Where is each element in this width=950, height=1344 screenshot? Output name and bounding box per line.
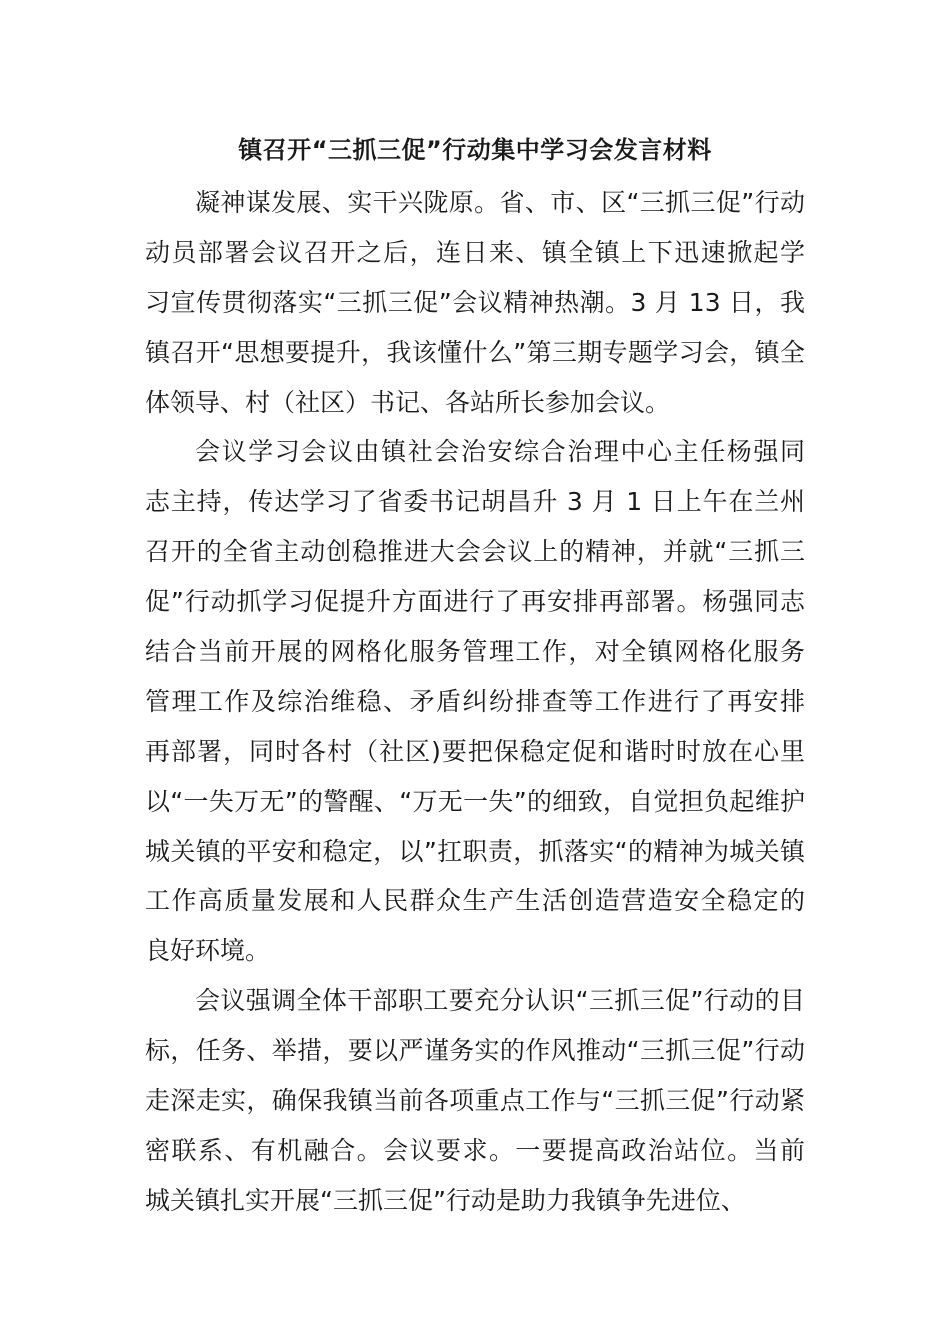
paragraph-3-line-4: 密联系、有机融合。会议要求。一要提高政治站位。当前 (145, 1135, 805, 1165)
paragraph-1-line-4: 镇召开“思想要提升，我该懂什么”第三期专题学习会，镇全 (145, 337, 805, 367)
paragraph-2-line-6: 管理工作及综治维稳、矛盾纠纷排查等工作进行了再安排 (145, 686, 805, 716)
paragraph-3-line-1: 会议强调全体干部职工要充分认识“三抓三促”行动的目 (195, 986, 805, 1016)
paragraph-1-line-1: 凝神谋发展、实干兴陇原。省、市、区“三抓三促”行动 (195, 188, 805, 217)
paragraph-3-line-3: 走深走实，确保我镇当前各项重点工作与“三抓三促”行动紧 (145, 1086, 805, 1116)
paragraph-2-line-2: 志主持，传达学习了省委书记胡昌升 3 月 1 日上午在兰州 (145, 487, 805, 517)
paragraph-2-line-4: 促”行动抓学习促提升方面进行了再安排再部署。杨强同志 (145, 587, 805, 617)
paragraph-2-line-10: 工作高质量发展和人民群众生产生活创造营造安全稳定的 (145, 886, 805, 916)
paragraph-2-line-7: 再部署，同时各村（社区)要把保稳定促和谐时时放在心里 (145, 736, 805, 766)
paragraph-3-line-2: 标，任务、举措，要以严谨务实的作风推动“三抓三促”行动 (145, 1036, 805, 1066)
paragraph-2-line-9: 城关镇的平安和稳定，以”扛职责，抓落实“的精神为城关镇 (145, 836, 805, 866)
paragraph-3-line-5: 城关镇扎实开展“三抓三促”行动是助力我镇争先进位、 (145, 1185, 746, 1215)
paragraph-2-line-11: 良好环境。 (145, 936, 271, 966)
paragraph-1-line-2: 动员部署会议召开之后，连日来、镇全镇上下迅速掀起学 (145, 237, 805, 267)
paragraph-1-line-3: 习宣传贯彻落实“三抓三促”会议精神热潮。3 月 13 日，我 (145, 287, 805, 317)
paragraph-2-line-1: 会议学习会议由镇社会治安综合治理中心主任杨强同 (195, 437, 805, 467)
document-body (145, 178, 805, 1226)
paragraph-2-line-5: 结合当前开展的网格化服务管理工作，对全镇网格化服务 (145, 637, 805, 667)
paragraph-2-line-8: 以“一失万无”的警醒、“万无一失”的细致，自觉担负起维护 (145, 786, 805, 816)
paragraph-1-line-5: 体领导、村（社区）书记、各站所长参加会议。 (145, 387, 671, 417)
paragraph-2-line-3: 召开的全省主动创稳推进大会会议上的精神，并就“三抓三 (145, 537, 805, 567)
document-title: 镇召开“三抓三促”行动集中学习会发言材料 (238, 136, 712, 164)
